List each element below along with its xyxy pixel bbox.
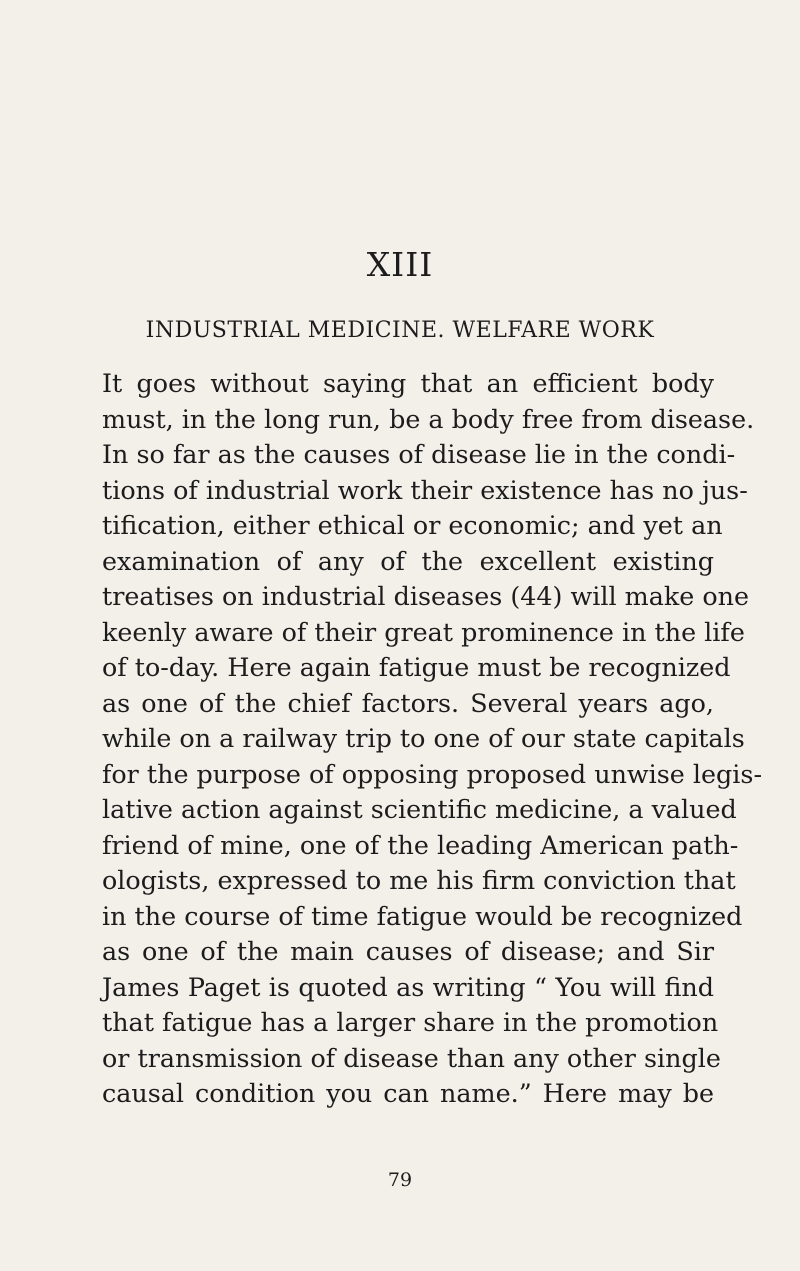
chapter-number: XIII xyxy=(366,245,434,284)
chapter-title: INDUSTRIAL MEDICINE. WELFARE WORK xyxy=(145,318,655,343)
text-line: as one of the chief factors. Several years ago, xyxy=(102,687,714,718)
text-line: ologists, expressed to me his firm conviction that xyxy=(102,865,736,895)
text-line: James Paget is quoted as writing “ You will find xyxy=(102,971,714,1002)
text-line: treatises on industrial diseases (44) will make one xyxy=(102,581,750,611)
text-line: keenly aware of their great prominence in the life xyxy=(102,616,745,647)
text-line: examination of any of the excellent existing xyxy=(102,545,714,576)
text-line: friend of mine, one of the leading American path- xyxy=(102,829,739,860)
text-line: for the purpose of opposing proposed unwise legis- xyxy=(102,758,763,789)
text-line: must, in the long run, be a body free from disease. xyxy=(102,403,755,434)
text-line: as one of the main causes of disease; and Sir xyxy=(102,936,714,966)
text-line: tions of industrial work their existence has no jus- xyxy=(102,474,748,505)
page-number: 79 xyxy=(387,1169,413,1191)
text-line: In so far as the causes of disease lie in the condi- xyxy=(102,439,736,469)
text-line: It goes without saying that an efficient body xyxy=(102,368,714,398)
text-line: while on a railway trip to one of our state capitals xyxy=(102,723,745,753)
text-line: tification, either ethical or economic; and yet an xyxy=(102,510,723,540)
text-line: of to-day. Here again fatigue must be recognized xyxy=(102,652,731,682)
text-line: lative action against scientific medicine, a valued xyxy=(102,794,737,824)
text-line: that fatigue has a larger share in the promotion xyxy=(102,1007,719,1037)
text-line: in the course of time fatigue would be recognized xyxy=(102,900,743,931)
body-paragraph xyxy=(102,366,763,1112)
text-line: or transmission of disease than any other single xyxy=(102,1042,721,1073)
text-line: causal condition you can name.” Here may be xyxy=(102,1078,714,1108)
